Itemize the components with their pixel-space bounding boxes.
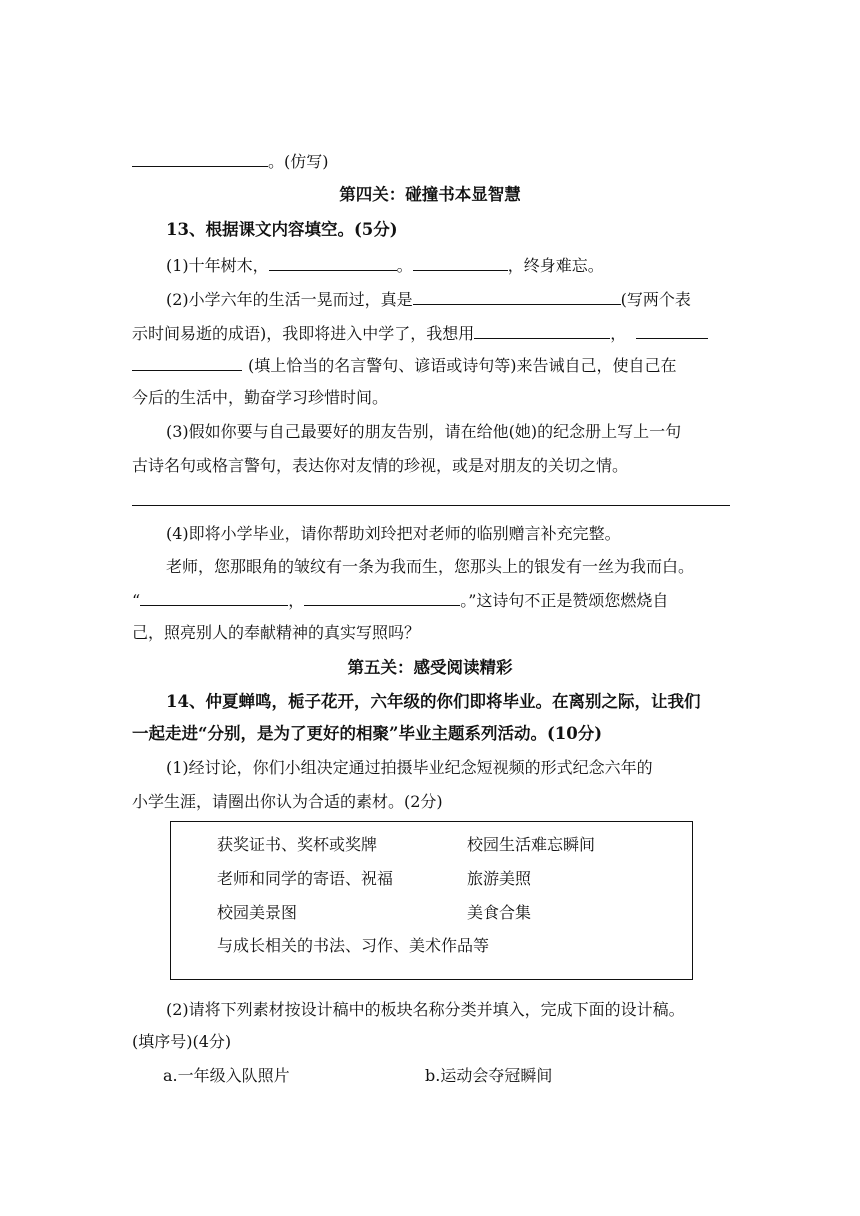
answer-blank[interactable] (304, 589, 460, 606)
question-14-title-line2: 一起走进“分别，是为了更好的相聚”毕业主题系列活动。(10分) (132, 724, 603, 743)
question-13-title: 13、根据课文内容填空。(5分) (166, 220, 398, 239)
item-b: b.运动会夺冠瞬间 (425, 1066, 553, 1085)
answer-rule[interactable] (132, 505, 730, 506)
q14-part-1-line1: (1)经讨论，你们小组决定通过拍摄毕业纪念短视频的形式纪念六年的 (166, 758, 653, 777)
q13-part-4-line3 (132, 589, 668, 611)
text: (1)十年树木， (166, 256, 269, 275)
option-food[interactable]: 美食合集 (467, 903, 532, 922)
text: ， (288, 591, 305, 610)
option-artworks[interactable]: 与成长相关的书法、习作、美术作品等 (217, 936, 490, 955)
text: 。 (396, 256, 413, 275)
section-heading-4: 第四关：碰撞书本显智慧 (339, 185, 521, 204)
q13-part-2-line4: 今后的生活中，勤奋学习珍惜时间。 (132, 388, 389, 407)
q14-part-2-line2: (填序号)(4分) (132, 1032, 232, 1051)
text: (2)小学六年的生活一晃而过，真是 (166, 290, 413, 309)
q13-part-2-line1 (166, 288, 691, 310)
q13-part-2-line2 (132, 322, 708, 344)
section-heading-5: 第五关：感受阅读精彩 (347, 658, 513, 677)
q14-part-1-line2: 小学生涯，请圈出你认为合适的素材。(2分) (132, 792, 443, 811)
text: 。”这诗句不正是赞颂您燃烧自 (460, 591, 669, 610)
q13-part-4-line2: 老师，您那眼角的皱纹有一条为我而生，您那头上的银发有一丝为我而白。 (166, 557, 695, 576)
question-14-title-line1: 14、仲夏蝉鸣，栀子花开，六年级的你们即将毕业。在离别之际，让我们 (166, 692, 701, 711)
q13-part-3-line2: 古诗名句或格言警句，表达你对友情的珍视，或是对朋友的关切之情。 (132, 456, 629, 475)
text: ， (610, 324, 627, 343)
text: “ (132, 591, 141, 610)
answer-blank[interactable] (269, 254, 397, 271)
q13-part-4-line1: (4)即将小学毕业，请你帮助刘玲把对老师的临别赠言补充完整。 (166, 524, 621, 543)
answer-blank[interactable] (132, 150, 268, 167)
q14-part-2-line1: (2)请将下列素材按设计稿中的板块名称分类并填入，完成下面的设计稿。 (166, 1000, 685, 1019)
item-a: a.一年级入队照片 (163, 1066, 290, 1085)
q13-part-1 (166, 254, 604, 276)
answer-blank[interactable] (636, 322, 708, 339)
text: 示时间易逝的成语)，我即将进入中学了，我想用 (132, 324, 475, 343)
option-travel-photos[interactable]: 旅游美照 (467, 869, 532, 888)
text: (写两个表 (620, 290, 691, 309)
answer-blank[interactable] (413, 254, 508, 271)
q13-part-3-line1: (3)假如你要与自己最要好的朋友告别，请在给他(她)的纪念册上写上一句 (166, 422, 682, 441)
option-awards[interactable]: 获奖证书、奖杯或奖牌 (217, 835, 378, 854)
q13-part-4-line4: 己，照亮别人的奉献精神的真实写照吗？ (132, 623, 421, 642)
q13-part-2-line3 (132, 354, 677, 376)
instruction-text: 。(仿写) (268, 152, 329, 171)
text: ，终身难忘。 (507, 256, 604, 275)
option-campus-moments[interactable]: 校园生活难忘瞬间 (467, 835, 596, 854)
option-messages[interactable]: 老师和同学的寄语、祝福 (217, 869, 394, 888)
option-campus-scenery[interactable]: 校园美景图 (217, 903, 298, 922)
answer-blank[interactable] (132, 354, 242, 371)
material-options-box (170, 821, 693, 980)
answer-blank[interactable] (474, 322, 610, 339)
answer-line-imitation (132, 150, 329, 172)
answer-blank[interactable] (413, 288, 621, 305)
answer-blank[interactable] (140, 589, 288, 606)
text: (填上恰当的名言警句、谚语或诗句等)来告诫自己，使自己在 (248, 356, 677, 375)
